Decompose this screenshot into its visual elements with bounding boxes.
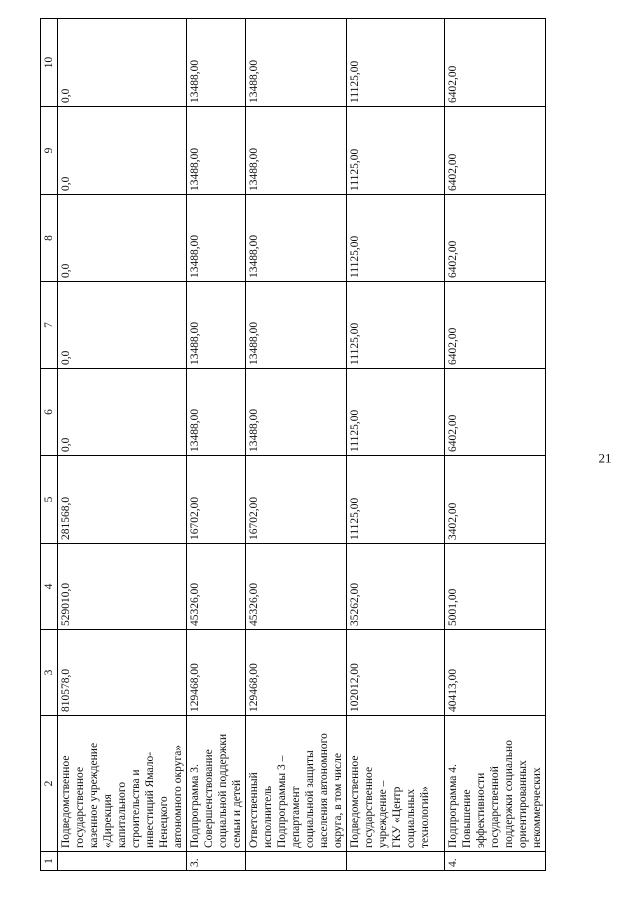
- value-cell: 102012,00: [347, 630, 445, 716]
- row-name: [187, 716, 246, 852]
- row-number: 3.: [187, 852, 246, 871]
- value-cell: 13488,00: [246, 107, 347, 195]
- column-header: 2: [41, 716, 58, 852]
- value-cell: 6402,00: [445, 282, 546, 369]
- column-header: 7: [41, 282, 58, 369]
- column-header: 4: [41, 544, 58, 630]
- row-name-line: Повышение: [461, 789, 473, 848]
- table-row: [187, 19, 246, 871]
- header-row: [41, 19, 58, 871]
- row-name-line: социальной поддержки: [217, 733, 229, 848]
- column-header: 6: [41, 369, 58, 456]
- row-name-line: автономного округа»: [172, 744, 184, 848]
- value-cell: 13488,00: [187, 195, 246, 282]
- value-cell: 11125,00: [347, 195, 445, 282]
- column-header: 9: [41, 107, 58, 195]
- row-name-line: социальных: [405, 789, 417, 848]
- value-cell: 6402,00: [445, 19, 546, 107]
- row-name-line: Совершенствование: [203, 749, 215, 848]
- row-name-line: «Дирекция: [102, 794, 114, 848]
- row-name-line: государственной: [489, 766, 501, 848]
- value-cell: 0,0: [58, 19, 187, 107]
- row-name-line: исполнитель: [262, 785, 274, 848]
- budget-table: [40, 18, 546, 871]
- value-cell: 281568,0: [58, 456, 187, 544]
- row-number: [58, 852, 187, 871]
- value-cell: 11125,00: [347, 107, 445, 195]
- row-name-line: департамент: [290, 786, 302, 848]
- row-name: [58, 716, 187, 852]
- row-name-line: казенное учреждение: [88, 742, 100, 848]
- value-cell: 0,0: [58, 369, 187, 456]
- value-cell: 6402,00: [445, 107, 546, 195]
- row-name-line: Подпрограммы 3 –: [276, 755, 288, 848]
- value-cell: 0,0: [58, 195, 187, 282]
- value-cell: 3402,00: [445, 456, 546, 544]
- row-name-line: округа, в том числе: [332, 752, 344, 848]
- row-name-line: населения автономного: [318, 733, 330, 848]
- row-name-line: Подпрограмма 4.: [447, 764, 459, 848]
- row-name-line: поддержки социально: [503, 740, 515, 848]
- page-number: 21: [598, 450, 612, 466]
- value-cell: 45326,00: [246, 544, 347, 630]
- table-row: [58, 19, 187, 871]
- value-cell: 45326,00: [187, 544, 246, 630]
- row-name-line: Подведомственное: [60, 755, 72, 848]
- table-row: [445, 19, 546, 871]
- row-name-line: Подведомственное: [349, 755, 361, 848]
- row-name-line: Ответственный: [248, 772, 260, 848]
- column-header: 8: [41, 195, 58, 282]
- value-cell: 13488,00: [187, 369, 246, 456]
- value-cell: 11125,00: [347, 456, 445, 544]
- row-name: [445, 716, 546, 852]
- row-name-line: социальной защиты: [304, 750, 316, 848]
- value-cell: 13488,00: [246, 282, 347, 369]
- row-name-line: государственное: [74, 766, 86, 848]
- column-header: 1: [41, 852, 58, 871]
- row-name-line: ориентированных: [517, 760, 529, 848]
- value-cell: 0,0: [58, 107, 187, 195]
- column-header: 10: [41, 19, 58, 107]
- value-cell: 13488,00: [246, 369, 347, 456]
- value-cell: 16702,00: [187, 456, 246, 544]
- value-cell: 11125,00: [347, 369, 445, 456]
- row-name-line: учреждение –: [377, 780, 389, 848]
- row-name-line: Ненецкого: [158, 796, 170, 848]
- value-cell: 0,0: [58, 282, 187, 369]
- value-cell: 13488,00: [187, 107, 246, 195]
- value-cell: 810578,0: [58, 630, 187, 716]
- value-cell: 129468,00: [187, 630, 246, 716]
- row-name-line: строительства и: [130, 769, 142, 848]
- row-number: 4.: [445, 852, 546, 871]
- value-cell: 13488,00: [187, 19, 246, 107]
- value-cell: 40413,00: [445, 630, 546, 716]
- value-cell: 11125,00: [347, 19, 445, 107]
- value-cell: 5001,00: [445, 544, 546, 630]
- row-name-line: капитального: [116, 781, 128, 848]
- row-number: [347, 852, 445, 871]
- value-cell: 6402,00: [445, 195, 546, 282]
- row-name-line: ГКУ «Центр: [391, 786, 403, 848]
- row-name-line: эффективности: [475, 772, 487, 848]
- table-row: [347, 19, 445, 871]
- column-header: 5: [41, 456, 58, 544]
- row-number: [246, 852, 347, 871]
- row-name-line: некоммерческих: [531, 767, 543, 848]
- row-name: [246, 716, 347, 852]
- row-name-line: Подпрограмма 3.: [189, 764, 201, 848]
- value-cell: 13488,00: [246, 19, 347, 107]
- row-name-line: государственное: [363, 766, 375, 848]
- value-cell: 35262,00: [347, 544, 445, 630]
- value-cell: 11125,00: [347, 282, 445, 369]
- value-cell: 13488,00: [187, 282, 246, 369]
- row-name-line: инвестиций Ямало-: [144, 751, 156, 848]
- value-cell: 129468,00: [246, 630, 347, 716]
- row-name-line: технологий»: [419, 786, 431, 848]
- row-name-line: семьи и детей: [231, 779, 243, 848]
- value-cell: 529010,0: [58, 544, 187, 630]
- row-name: [347, 716, 445, 852]
- value-cell: 16702,00: [246, 456, 347, 544]
- value-cell: 6402,00: [445, 369, 546, 456]
- column-header: 3: [41, 630, 58, 716]
- value-cell: 13488,00: [246, 195, 347, 282]
- table-row: [246, 19, 347, 871]
